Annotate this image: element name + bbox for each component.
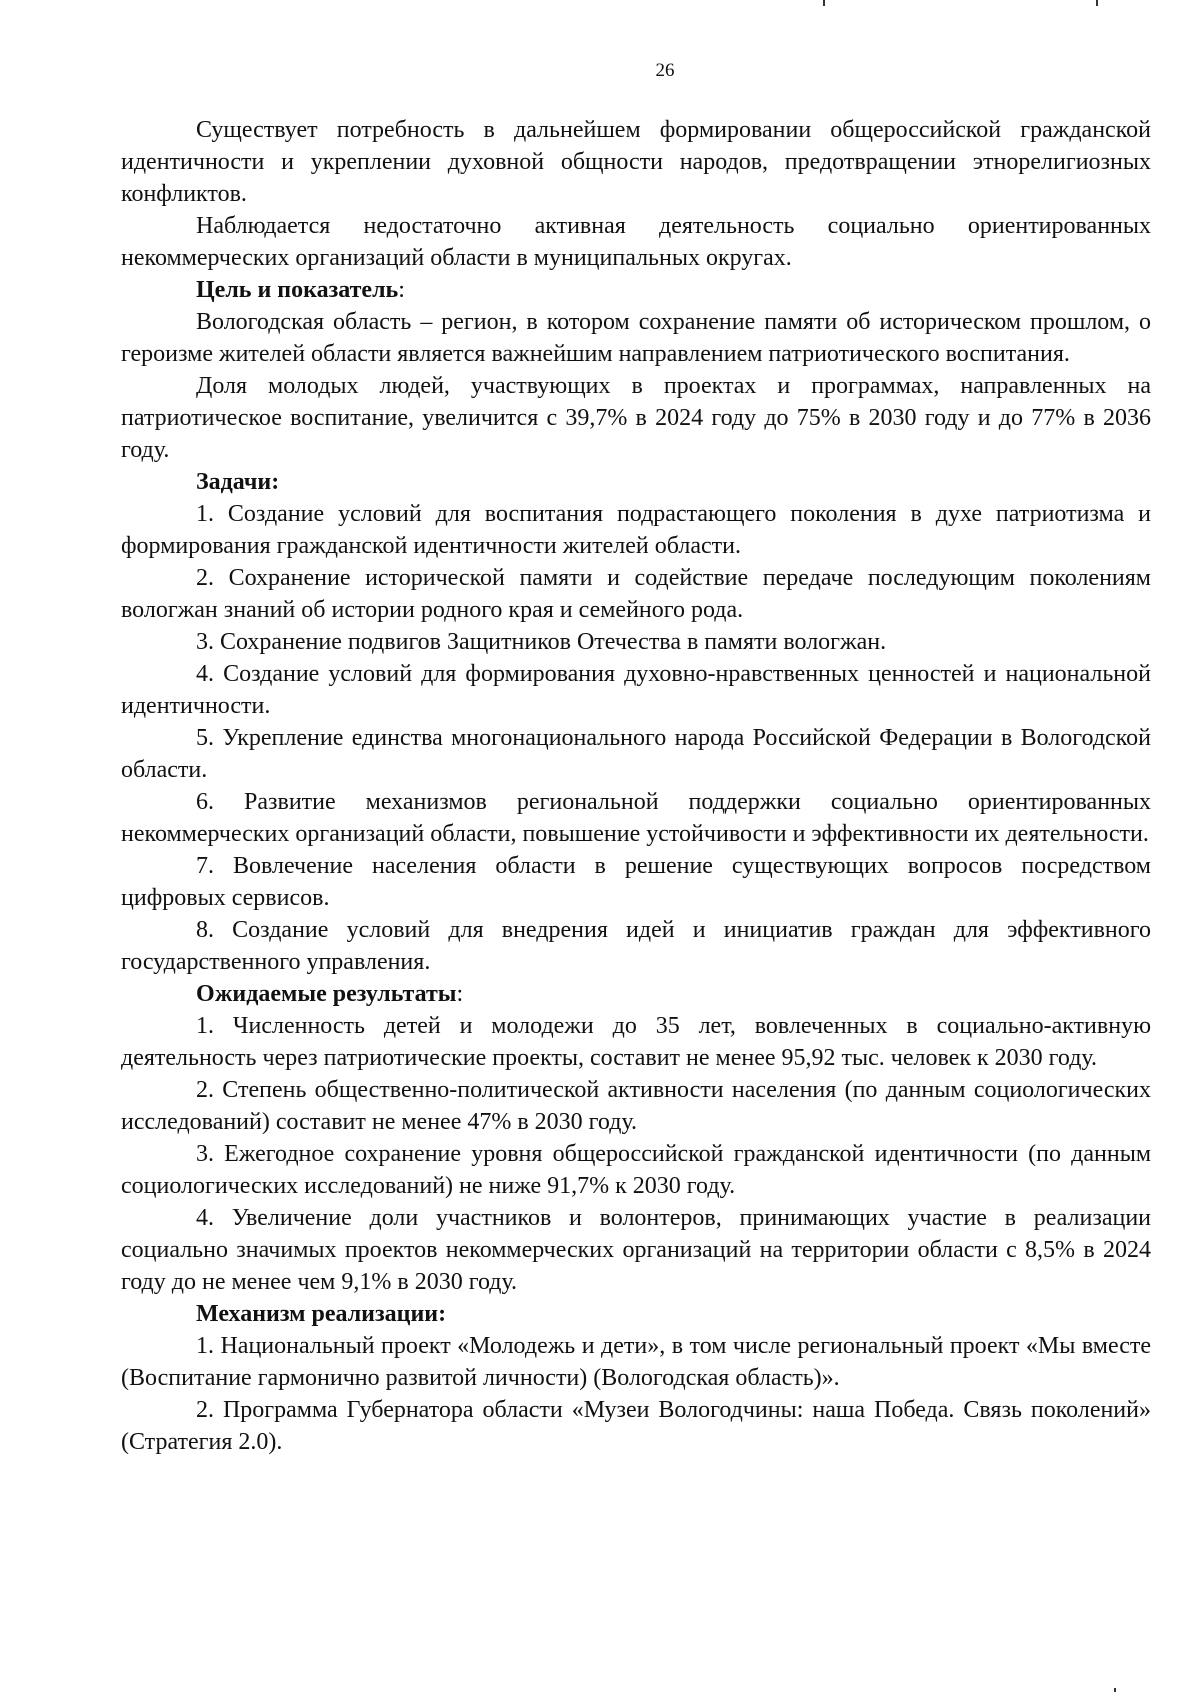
page-number: 26 — [655, 60, 675, 81]
page-body — [121, 114, 1151, 1458]
section-heading-text: Задачи: — [196, 469, 280, 495]
scan-artifact — [823, 0, 825, 6]
scan-artifact — [1096, 0, 1098, 6]
section-heading-tasks — [121, 466, 1151, 498]
list-item: 7. Вовлечение населения области в решение существующих вопросов посредством цифровых сервисов. — [121, 853, 1151, 911]
list-item: 2. Программа Губернатора области «Музеи Вологодчины: наша Победа. Связь поколений» (Стратегия 2.0). — [121, 1397, 1151, 1455]
paragraph: Вологодская область – регион, в котором сохранение памяти об историческом прошлом, о героизме жителей области является важнейшим направлением патриотического воспитания. — [121, 309, 1151, 367]
list-item: 3. Ежегодное сохранение уровня общероссийской гражданской идентичности (по данным социологических исследований) не ниже 91,7% к 2030 году. — [121, 1141, 1151, 1199]
paragraph: Существует потребность в дальнейшем формировании общероссийской гражданской идентичности и укреплении духовной общности народов, предотвращении этнорелигиозных конфликтов. — [121, 117, 1151, 207]
section-heading-goal — [121, 274, 1151, 306]
section-heading-text: Ожидаемые результаты — [196, 981, 457, 1007]
heading-colon: : — [456, 981, 464, 1007]
list-item: 8. Создание условий для внедрения идей и инициатив граждан для эффективного государственного управления. — [121, 917, 1151, 975]
section-heading-text: Механизм реализации: — [196, 1301, 447, 1327]
list-item: 1. Создание условий для воспитания подрастающего поколения в духе патриотизма и формирования гражданской идентичности жителей области. — [121, 501, 1151, 559]
scan-artifact — [1114, 1688, 1116, 1692]
list-item: 2. Степень общественно-политической активности населения (по данным социологических исследований) составит не менее 47% в 2030 году. — [121, 1077, 1151, 1135]
list-item: 6. Развитие механизмов региональной поддержки социально ориентированных некоммерческих организаций области, повышение устойчивости и эффективности их деятельности. — [121, 789, 1151, 847]
list-item: 4. Создание условий для формирования духовно-нравственных ценностей и национальной идентичности. — [121, 661, 1151, 719]
heading-colon: : — [398, 277, 405, 303]
list-item: 1. Численность детей и молодежи до 35 лет, вовлеченных в социально-активную деятельность через патриотические проекты, составит не менее 95,92 тыс. человек к 2030 году. — [121, 1013, 1151, 1071]
section-heading-text: Цель и показатель — [196, 277, 399, 303]
paragraph: Доля молодых людей, участвующих в проектах и программах, направленных на патриотическое воспитание, увеличится с 39,7% в 2024 году до 75% в 2030 году и до 77% в 2036 году. — [121, 373, 1151, 463]
section-heading-mechanism — [121, 1298, 1151, 1330]
list-item: 3. Сохранение подвигов Защитников Отечества в памяти вологжан. — [196, 629, 887, 655]
list-item: 1. Национальный проект «Молодежь и дети», в том числе региональный проект «Мы вместе (Воспитание гармонично развитой личности) (Вологодская область)». — [121, 1333, 1151, 1391]
list-item: 5. Укрепление единства многонационального народа Российской Федерации в Вологодской области. — [121, 725, 1151, 783]
section-heading-results — [121, 978, 1151, 1010]
paragraph: Наблюдается недостаточно активная деятельность социально ориентированных некоммерческих организаций области в муниципальных округах. — [121, 213, 1151, 271]
list-item: 2. Сохранение исторической памяти и содействие передаче последующим поколениям вологжан знаний об истории родного края и семейного рода. — [121, 565, 1151, 623]
list-item: 4. Увеличение доли участников и волонтеров, принимающих участие в реализации социально значимых проектов некоммерческих организаций на территории области с 8,5% в 2024 году до не менее чем 9,1% в 2030 году. — [121, 1205, 1151, 1295]
